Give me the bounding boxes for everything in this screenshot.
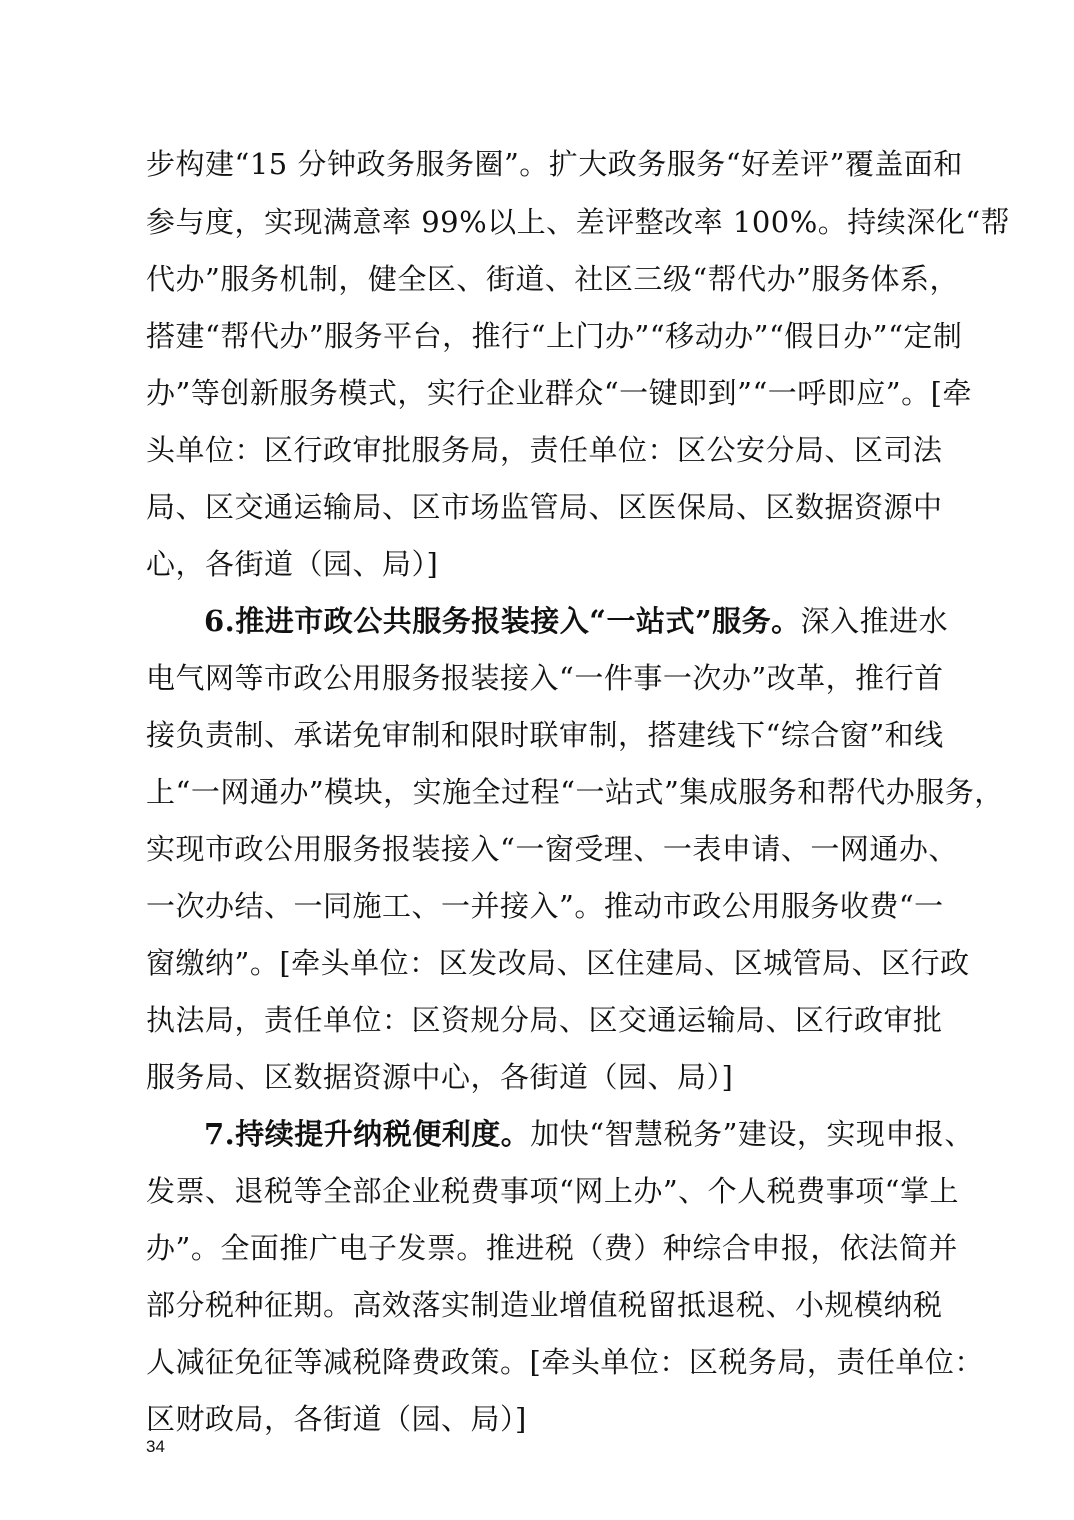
paragraph-line: 局、区交通运输局、区市场监管局、区医保局、区数据资源中 xyxy=(146,490,943,524)
section-7-heading: 7.持续提升纳税便利度。 xyxy=(204,1117,531,1151)
section-6-first-line-text: 深入推进水 xyxy=(800,604,949,638)
paragraph-line: 办”。全面推广电子发票。推进税（费）种综合申报，依法简并 xyxy=(146,1231,958,1265)
paragraph-line: 部分税种征期。高效落实制造业增值税留抵退税、小规模纳税 xyxy=(146,1288,943,1322)
section-7-first-line-text: 加快“智慧税务”建设，实现申报、 xyxy=(530,1117,974,1151)
section-7-first-line xyxy=(204,1114,974,1154)
paragraph-line: 执法局，责任单位：区资规分局、区交通运输局、区行政审批 xyxy=(146,1003,943,1037)
section-6-heading: 6.推进市政公共服务报装接入“一站式”服务。 xyxy=(204,604,801,638)
paragraph-line: 代办”服务机制，健全区、街道、社区三级“帮代办”服务体系， xyxy=(146,262,959,296)
paragraph-line: 实现市政公用服务报装接入“一窗受理、一表申请、一网通办、 xyxy=(146,832,958,866)
paragraph-line: 人减征免征等减税降费政策。[牵头单位：区税务局，责任单位： xyxy=(146,1345,984,1379)
paragraph-line: 一次办结、一同施工、一并接入”。推动市政公用服务收费“一 xyxy=(146,889,944,923)
paragraph-line: 窗缴纳”。[牵头单位：区发改局、区住建局、区城管局、区行政 xyxy=(146,946,970,980)
paragraph-line: 上“一网通办”模块，实施全过程“一站式”集成服务和帮代办服务， xyxy=(146,775,1004,809)
paragraph-line: 搭建“帮代办”服务平台，推行“上门办”“移动办”“假日办”“定制 xyxy=(146,319,963,353)
paragraph-line: 发票、退税等全部企业税费事项“网上办”、个人税费事项“掌上 xyxy=(146,1174,959,1208)
section-6-first-line xyxy=(204,601,949,641)
paragraph-line: 电气网等市政公用服务报装接入“一件事一次办”改革，推行首 xyxy=(146,661,944,695)
paragraph-line: 参与度，实现满意率 99%以上、差评整改率 100%。持续深化“帮 xyxy=(146,205,1011,239)
paragraph-line: 办”等创新服务模式，实行企业群众“一键即到”“一呼即应”。[牵 xyxy=(146,376,972,410)
paragraph-line: 步构建“15 分钟政务服务圈”。扩大政务服务“好差评”覆盖面和 xyxy=(146,147,963,181)
paragraph-line: 接负责制、承诺免审制和限时联审制，搭建线下“综合窗”和线 xyxy=(146,718,944,752)
paragraph-line: 心，各街道（园、局）] xyxy=(146,547,439,581)
paragraph-line: 服务局、区数据资源中心，各街道（园、局）] xyxy=(146,1060,734,1094)
paragraph-line: 区财政局，各街道（园、局）] xyxy=(146,1402,527,1436)
page-number: 34 xyxy=(146,1437,165,1456)
paragraph-line: 头单位：区行政审批服务局，责任单位：区公安分局、区司法 xyxy=(146,433,943,467)
